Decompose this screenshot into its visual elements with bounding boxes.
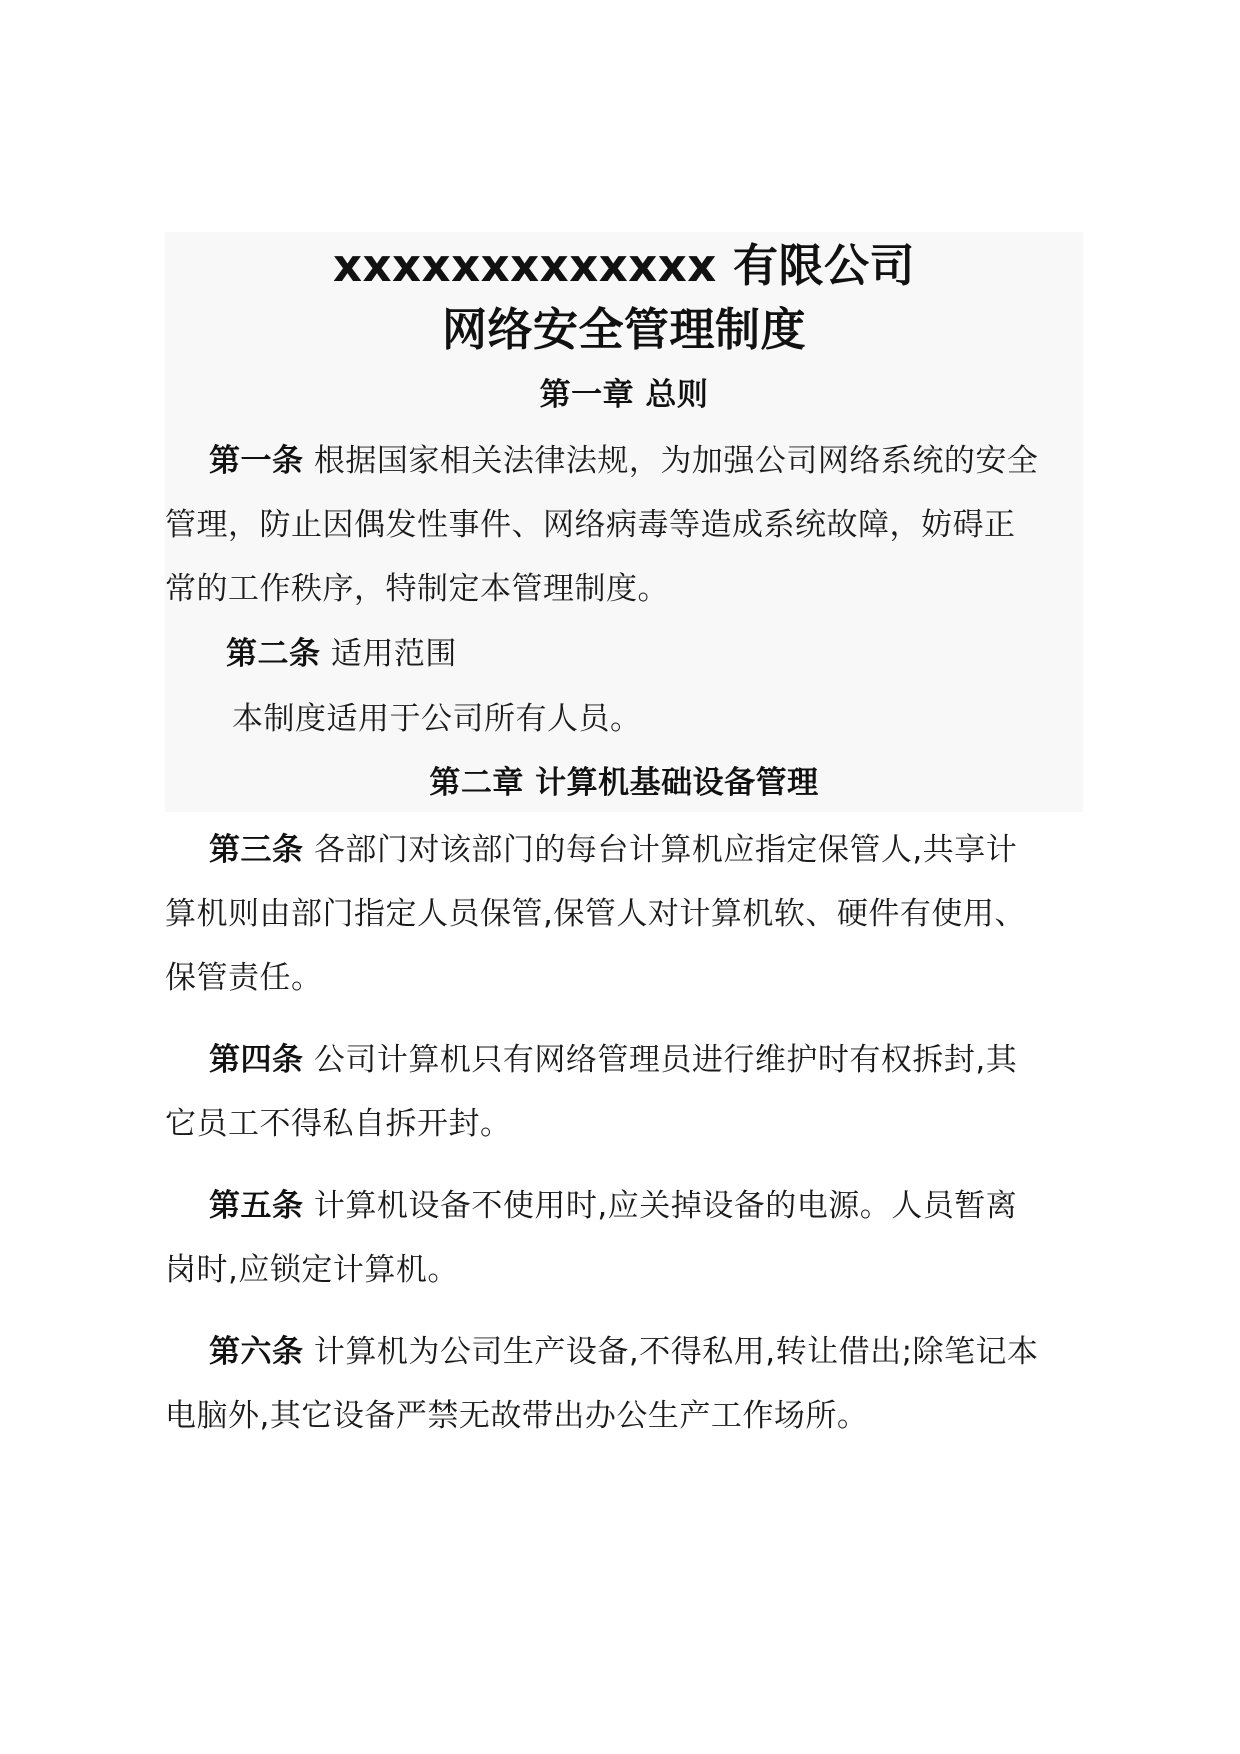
article-1-line-2: 管理，防止因偶发性事件、网络病毒等造成系统故障，妨碍正 (165, 507, 1016, 543)
company-title: xxxxxxxxxxxxx 有限公司 (332, 239, 915, 292)
article-3-line-2: 算机则由部门指定人员保管,保管人对计算机软、硬件有使用、 (165, 896, 1026, 932)
chapter-2-heading: 第二章 计算机基础设备管理 (429, 765, 819, 801)
article-5-text: 计算机设备不使用时,应关掉设备的电源。人员暂离 (313, 1188, 1018, 1224)
article-2-line (226, 634, 457, 674)
article-4-text: 公司计算机只有网络管理员进行维护时有权拆封,其 (313, 1042, 1018, 1078)
article-2-heading: 适用范围 (330, 636, 457, 672)
article-6-text: 计算机为公司生产设备,不得私用,转让借出;除笔记本 (313, 1334, 1039, 1370)
article-6-line-2: 电脑外,其它设备严禁无故带出办公生产工作场所。 (165, 1398, 869, 1434)
article-3-text: 各部门对该部门的每台计算机应指定保管人,共享计 (313, 832, 1018, 868)
article-6-label: 第六条 (209, 1334, 304, 1370)
article-1-label: 第一条 (209, 443, 304, 479)
article-3-line-3: 保管责任。 (165, 960, 323, 996)
article-1-first-line (209, 441, 1038, 481)
chapter-1-heading: 第一章 总则 (539, 377, 709, 413)
article-1-line-3: 常的工作秩序，特制定本管理制度。 (165, 571, 669, 607)
document-title: 网络安全管理制度 (441, 303, 806, 356)
article-5-label: 第五条 (209, 1188, 304, 1224)
article-4-label: 第四条 (209, 1042, 304, 1078)
article-3-first-line (209, 830, 1017, 870)
article-4-first-line (209, 1040, 1017, 1080)
article-5-first-line (209, 1186, 1017, 1226)
article-4-line-2: 它员工不得私自拆开封。 (165, 1106, 512, 1142)
article-6-first-line (209, 1332, 1039, 1372)
article-1-text: 根据国家相关法律法规，为加强公司网络系统的安全 (313, 443, 1039, 479)
article-2-body: 本制度适用于公司所有人员。 (232, 701, 642, 737)
article-5-line-2: 岗时,应锁定计算机。 (165, 1252, 459, 1288)
article-3-label: 第三条 (209, 832, 304, 868)
article-2-label: 第二条 (226, 636, 321, 672)
